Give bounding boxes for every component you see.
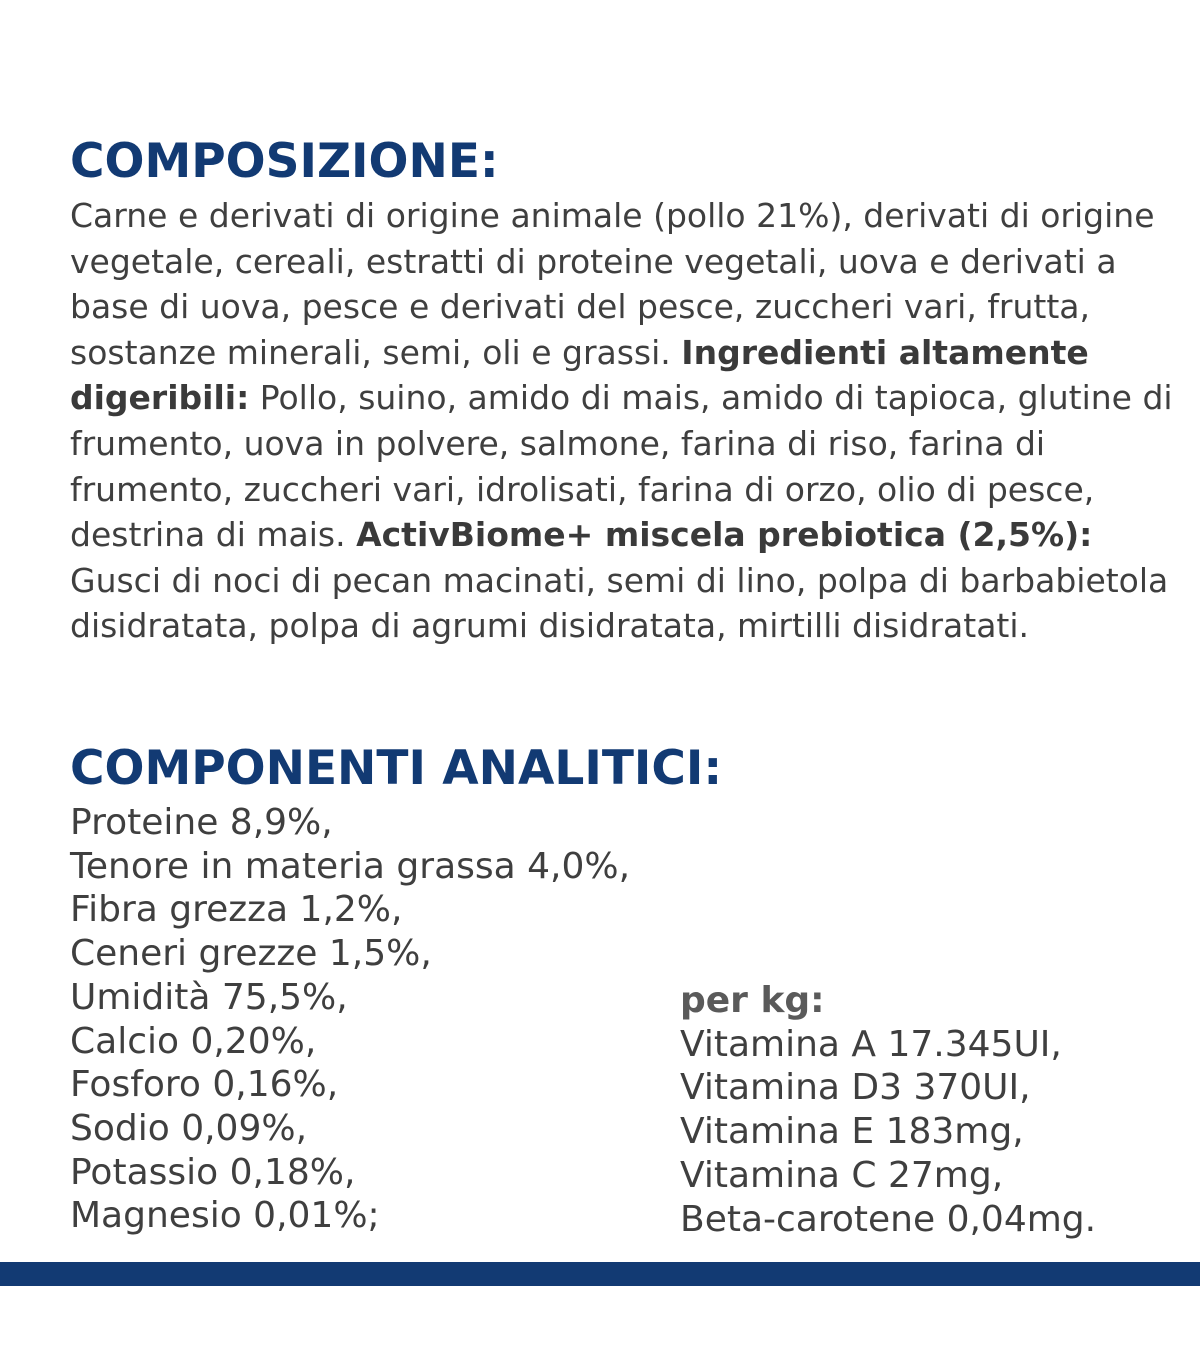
vitamin-list xyxy=(680,1023,1096,1242)
analytic-item: Calcio 0,20%, xyxy=(70,1020,317,1062)
analytic-item: Fosforo 0,16%, xyxy=(70,1064,339,1106)
analytic-heading: COMPONENTI ANALITICI: xyxy=(70,741,723,796)
digestible-label: Ingredienti altamente digeribili: xyxy=(70,332,1089,418)
footer-bar xyxy=(0,1262,1200,1286)
analytic-item: Tenore in materia grassa 4,0%, xyxy=(70,845,631,887)
vitamin-item: Vitamina A 17.345UI, xyxy=(680,1023,1062,1065)
composition-intro: Carne e derivati di origine animale (pollo 21%), derivati di origine vegetale, cereali, estratti di proteine vegetali, uova e derivati a base di uova, pesce e derivati del pesce, zuccheri vari, frutta, sostanze minerali, semi, oli e grassi. xyxy=(70,196,1155,372)
analytic-item: Potassio 0,18%, xyxy=(70,1151,356,1193)
analytic-item: Ceneri grezze 1,5%, xyxy=(70,933,432,975)
analytic-item: Fibra grezza 1,2%, xyxy=(70,889,403,931)
prebiotic-text: Gusci di noci di pecan macinati, semi di lino, polpa di barbabietola disidratata, polpa di agrumi disidratata, mirtilli disidratati. xyxy=(70,560,1169,646)
prebiotic-label: ActivBiome+ miscela prebiotica (2,5%): xyxy=(356,515,1093,555)
vitamin-item: Beta-carotene 0,04mg. xyxy=(680,1198,1097,1240)
composition-text xyxy=(70,193,1180,649)
analytic-item: Proteine 8,9%, xyxy=(70,802,333,843)
analytic-list xyxy=(70,801,630,1238)
analytic-item: Sodio 0,09%, xyxy=(70,1107,308,1149)
per-kg-label: per kg: xyxy=(680,980,825,1021)
vitamin-item: Vitamina E 183mg, xyxy=(680,1111,1024,1153)
analytic-item: Umidità 75,5%, xyxy=(70,976,348,1018)
per-kg-section xyxy=(680,979,1096,1241)
composition-heading: COMPOSIZIONE: xyxy=(70,134,499,189)
vitamin-item: Vitamina C 27mg, xyxy=(680,1154,1004,1196)
vitamin-item: Vitamina D3 370UI, xyxy=(680,1067,1031,1109)
analytic-item: Magnesio 0,01%; xyxy=(70,1195,380,1237)
digestible-text: Pollo, suino, amido di mais, amido di tapioca, glutine di frumento, uova in polvere, salmone, farina di riso, farina di frumento, zuccheri vari, idrolisati, farina di orzo, olio di pesce, destrina di mais. xyxy=(70,378,1173,555)
